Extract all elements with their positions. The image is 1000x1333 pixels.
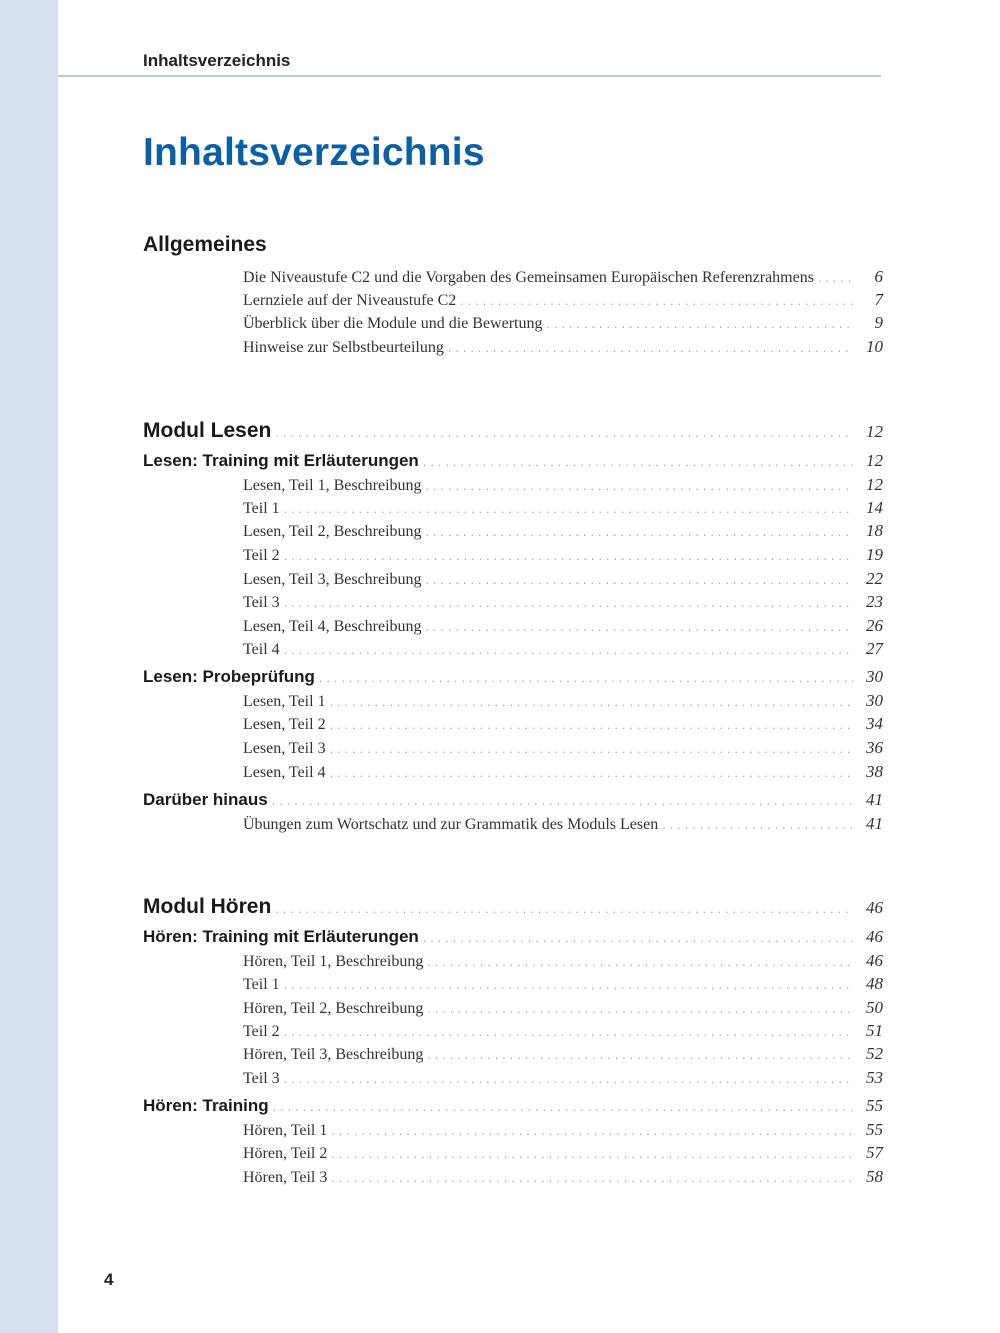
- running-head: Inhaltsverzeichnis: [143, 51, 291, 70]
- toc-entry[interactable]: [243, 998, 883, 1018]
- module-heading: Modul Lesen: [143, 419, 272, 442]
- page-number: 4: [104, 1270, 114, 1289]
- dot-leader: [423, 456, 853, 469]
- dot-leader: [330, 743, 853, 756]
- dot-leader: [426, 480, 853, 493]
- toc-entry[interactable]: [243, 951, 883, 971]
- toc-section-darueber-hinaus[interactable]: [143, 790, 883, 810]
- toc-entry-page: 12: [866, 422, 883, 441]
- toc-entry-page: 50: [866, 998, 883, 1017]
- toc-entry-page: 18: [866, 521, 883, 540]
- toc-entry[interactable]: [243, 691, 883, 711]
- toc-entry[interactable]: [243, 762, 883, 782]
- toc-entry[interactable]: [243, 545, 883, 565]
- toc-entry-label: Lesen, Teil 3: [243, 740, 326, 757]
- section-heading: Lesen: Training mit Erläuterungen: [143, 451, 419, 470]
- toc-entry-page: 55: [866, 1120, 883, 1139]
- dot-leader: [284, 979, 853, 992]
- toc-entry-label: Lernziele auf der Niveaustufe C2: [243, 292, 457, 309]
- toc-entry-label: Hinweise zur Selbstbeurteilung: [243, 339, 444, 356]
- dot-leader: [272, 795, 853, 808]
- toc-entry-page: 12: [866, 475, 883, 494]
- toc-entry-page: 14: [866, 498, 883, 517]
- toc-entry[interactable]: [243, 569, 883, 589]
- dot-leader: [427, 1003, 853, 1016]
- dot-leader: [330, 696, 853, 709]
- toc-entry[interactable]: [243, 267, 883, 287]
- toc-entry-page: 27: [866, 639, 883, 658]
- toc-entry-page: 52: [866, 1044, 883, 1063]
- toc-entry[interactable]: [243, 313, 883, 333]
- dot-leader: [273, 1101, 853, 1114]
- toc-entry-page: 46: [866, 951, 883, 970]
- toc-entry[interactable]: [243, 714, 883, 734]
- toc-entry-label: Teil 4: [243, 641, 280, 658]
- dot-leader: [284, 1073, 853, 1086]
- toc-entry-page: 7: [874, 290, 883, 309]
- toc-entry-label: Lesen, Teil 2: [243, 716, 326, 733]
- dot-leader: [427, 956, 853, 969]
- dot-leader: [284, 1026, 853, 1039]
- margin-band: [0, 0, 58, 1333]
- dot-leader: [284, 550, 853, 563]
- section-heading: Darüber hinaus: [143, 790, 268, 809]
- dot-leader: [427, 1049, 853, 1062]
- toc-entry-label: Lesen, Teil 1: [243, 693, 326, 710]
- toc-entry-page: 34: [866, 714, 883, 733]
- toc-entry[interactable]: [243, 1143, 883, 1163]
- toc-entry-page: 30: [866, 667, 883, 686]
- section-heading: Hören: Training mit Erläuterungen: [143, 927, 419, 946]
- toc-entry-label: Lesen, Teil 1, Beschreibung: [243, 477, 422, 494]
- section-heading-allgemeines: Allgemeines: [143, 233, 267, 256]
- toc-entry-label: Teil 2: [243, 1023, 280, 1040]
- toc-entry-label: Die Niveaustufe C2 und die Vorgaben des Gemeinsamen Europäischen Referenzrahmens: [243, 269, 814, 286]
- toc-entry-label: Übungen zum Wortschatz und zur Grammatik des Moduls Lesen: [243, 816, 659, 833]
- toc-entry-page: 26: [866, 616, 883, 635]
- toc-entry-page: 36: [866, 738, 883, 757]
- toc-entry[interactable]: [243, 814, 883, 834]
- toc-section-hoeren-training[interactable]: [143, 927, 883, 947]
- toc-entry[interactable]: [243, 1167, 883, 1187]
- toc-entry[interactable]: [243, 475, 883, 495]
- dot-leader: [423, 932, 853, 945]
- toc-section-hoeren-training-2[interactable]: [143, 1096, 883, 1116]
- dot-leader: [331, 1172, 853, 1185]
- toc-entry[interactable]: [243, 498, 883, 518]
- toc-entry-page: 48: [866, 974, 883, 993]
- toc-section-lesen-probe[interactable]: [143, 667, 883, 687]
- toc-entry-page: 46: [866, 898, 883, 917]
- toc-section-lesen-training[interactable]: [143, 451, 883, 471]
- toc-entry-page: 46: [866, 927, 883, 946]
- toc-entry[interactable]: [243, 592, 883, 612]
- dot-leader: [330, 767, 853, 780]
- module-heading: Modul Hören: [143, 895, 272, 918]
- toc-entry-label: Hören, Teil 1: [243, 1122, 328, 1139]
- toc-entry-page: 9: [874, 313, 883, 332]
- toc-entry[interactable]: [243, 974, 883, 994]
- toc-entry[interactable]: [243, 1044, 883, 1064]
- toc-entry-label: Hören, Teil 1, Beschreibung: [243, 953, 424, 970]
- dot-leader: [319, 672, 853, 685]
- section-heading: Hören: Training: [143, 1096, 269, 1115]
- dot-leader: [460, 295, 853, 308]
- toc-module-hoeren[interactable]: [143, 895, 883, 919]
- dot-leader: [546, 318, 853, 331]
- toc-entry-page: 12: [866, 451, 883, 470]
- toc-entry-label: Teil 1: [243, 500, 280, 517]
- toc-entry-page: 10: [866, 337, 883, 356]
- toc-entry-page: 55: [866, 1096, 883, 1115]
- toc-entry-page: 53: [866, 1068, 883, 1087]
- header-rule: [58, 75, 881, 77]
- toc-entry[interactable]: [243, 521, 883, 541]
- dot-leader: [331, 1148, 853, 1161]
- toc-entry-label: Hören, Teil 2: [243, 1145, 328, 1162]
- dot-leader: [275, 427, 853, 440]
- toc-entry-label: Teil 1: [243, 976, 280, 993]
- toc-entry-page: 57: [866, 1143, 883, 1162]
- toc-entry-page: 23: [866, 592, 883, 611]
- toc-entry-label: Überblick über die Module und die Bewertung: [243, 315, 543, 332]
- toc-entry-page: 41: [866, 814, 883, 833]
- toc-entry-label: Hören, Teil 3: [243, 1169, 328, 1186]
- toc-entry-page: 6: [874, 267, 883, 286]
- toc-entry[interactable]: [243, 1068, 883, 1088]
- toc-entry[interactable]: [243, 738, 883, 758]
- toc-entry[interactable]: [243, 1021, 883, 1041]
- toc-entry-page: 41: [866, 790, 883, 809]
- toc-entry-page: 51: [866, 1021, 883, 1040]
- dot-leader: [662, 819, 853, 832]
- dot-leader: [275, 903, 853, 916]
- toc-entry-page: 38: [866, 762, 883, 781]
- dot-leader: [426, 574, 853, 587]
- toc-entry-label: Teil 3: [243, 1070, 280, 1087]
- toc-entry-label: Hören, Teil 3, Beschreibung: [243, 1046, 424, 1063]
- toc-entry-label: Lesen, Teil 3, Beschreibung: [243, 571, 422, 588]
- dot-leader: [426, 621, 853, 634]
- dot-leader: [426, 526, 853, 539]
- toc-entry-page: 30: [866, 691, 883, 710]
- dot-leader: [818, 272, 853, 285]
- toc-entry[interactable]: [243, 639, 883, 659]
- dot-leader: [284, 597, 853, 610]
- toc-entry[interactable]: [243, 337, 883, 357]
- toc-entry-label: Lesen, Teil 4, Beschreibung: [243, 618, 422, 635]
- toc-entry-label: Hören, Teil 2, Beschreibung: [243, 1000, 424, 1017]
- toc-entry-label: Lesen, Teil 4: [243, 764, 326, 781]
- dot-leader: [284, 503, 853, 516]
- toc-entry-label: Teil 3: [243, 594, 280, 611]
- toc-entry-label: Teil 2: [243, 547, 280, 564]
- dot-leader: [330, 719, 853, 732]
- toc-entry[interactable]: [243, 1120, 883, 1140]
- dot-leader: [448, 342, 853, 355]
- toc-entry-page: 22: [866, 569, 883, 588]
- toc-entry[interactable]: [243, 290, 883, 310]
- toc-entry[interactable]: [243, 616, 883, 636]
- section-heading: Lesen: Probeprüfung: [143, 667, 315, 686]
- toc-module-lesen[interactable]: [143, 419, 883, 443]
- toc-entry-label: Lesen, Teil 2, Beschreibung: [243, 523, 422, 540]
- toc-entry-page: 19: [866, 545, 883, 564]
- toc-entry-page: 58: [866, 1167, 883, 1186]
- dot-leader: [331, 1125, 853, 1138]
- dot-leader: [284, 644, 853, 657]
- page-title: Inhaltsverzeichnis: [143, 131, 485, 174]
